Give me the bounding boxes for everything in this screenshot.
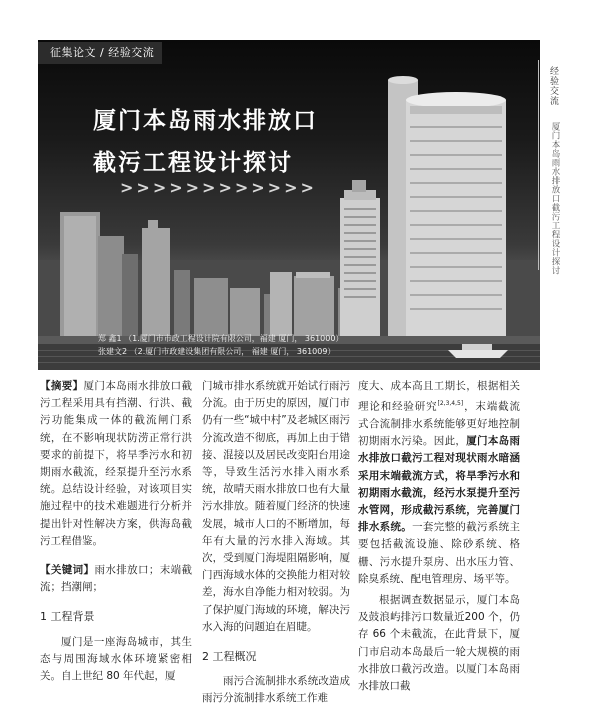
body-column-1 (40, 378, 192, 685)
para-tail: 一套完整的截污系统主要包括截流设施、除砂系统、格栅、污水提升泵房、出水压力管、除臭系统、配电管理房、场平等。 (358, 521, 521, 585)
para-text-2: ，末端截流式合流制排水系统能够更好地控制初期雨水污染。因此， (358, 400, 520, 448)
section-2-paragraph: 雨污合流制排水系统改造成雨污分流制排水系统工作难 (202, 675, 350, 705)
author-line-1: 郑 鑫1 （1.厦门市市政工程设计院有限公司，福建 厦门， 361000） (98, 334, 344, 343)
margin-running-title: 厦门本岛雨水排放口截污工程设计探讨 (550, 122, 560, 275)
body-column-2 (202, 378, 350, 708)
section-heading-1: 1 工程背景 (40, 610, 95, 624)
abstract (40, 378, 192, 550)
article-title-line-2: 截污工程设计探讨 (93, 149, 293, 176)
section-1-paragraph: 厦门是一座海岛城市，其生态与周围海域水体环境紧密相关。自上世纪 80 年代起，厦 (40, 635, 192, 683)
decorative-chevrons: >>>>>>>>>>>> (120, 178, 317, 197)
keywords-label: 【关键词】 (40, 564, 95, 577)
column-2-paragraph: 门城市排水系统就开始试行雨污分流。由于历史的原因，厦门市仍有一些“城中村”及老城区雨污分流改造不彻底，再加上由于错接、混接以及居民改变阳台用途等，导致生活污水排入雨水系统，故晴天雨水排放口也有大量污水排放。随着厦门经济的快速发展，城市人口的不断增加，每年有大量的污水排入海域。其次，受到厦门海堤阻隔影响，厦门西海域水体的交换能力相对较差，海水自净能力相对较弱。为了保护厦门海域的环境，解决污水入海的问题迫在眉睫。 (202, 380, 350, 633)
keywords (40, 562, 192, 596)
citation: [2,3,4,5] (437, 400, 464, 408)
section-tag: 征集论文 / 经验交流 (38, 42, 162, 64)
margin-section-tag: 经验交流 (548, 66, 558, 106)
author-line-2: 张建文2 （2.厦门市政建设集团有限公司， 福建 厦门， 361009） (98, 347, 336, 356)
banner-photo (38, 40, 540, 370)
article-title-line-1: 厦门本岛雨水排放口 (93, 107, 318, 134)
author-block (98, 332, 418, 358)
column-3-paragraph-2: 根据调查数据显示，厦门本岛及鼓浪屿排污口数量近200 个，仍存 66 个未截流，在此背景下，厦门市启动本岛最后一轮大规模的雨水排放口截污改造。以厦门本岛雨水排放口截 (358, 593, 520, 692)
keywords-text: 雨水排放口；末端截流；挡潮闸； (40, 564, 193, 594)
column-3-paragraph-1 (358, 378, 520, 588)
body-column-3 (358, 378, 520, 695)
section-heading-2: 2 工程概况 (202, 650, 257, 664)
city-skyline-illustration (38, 40, 540, 370)
emphasis-text: 厦门本岛雨水排放口截污工程对现状雨水暗涵采用末端截流方式，将旱季污水和初期雨水截流，经污水泵提升至污水管网，形成截污系统，完善厦门排水系统。 (358, 435, 521, 534)
abstract-label: 【摘要】 (40, 380, 84, 392)
margin-divider (538, 60, 539, 270)
abstract-text: 厦门本岛雨水排放口截污工程采用具有挡潮、行洪、截污功能集成一体的截流闸门系统，在不影响现状防涝正常行洪要求的前提下，将旱季污水和初期雨水截流，经泵提升至污水系统。总结设计经验，对该项目实施过程中的技术难题进行分析并提出针对性解决方案，供海岛截污工程借鉴。 (40, 380, 193, 547)
para-text: 度大、成本高且工期长，根据相关理论和经验研究 (358, 380, 520, 413)
